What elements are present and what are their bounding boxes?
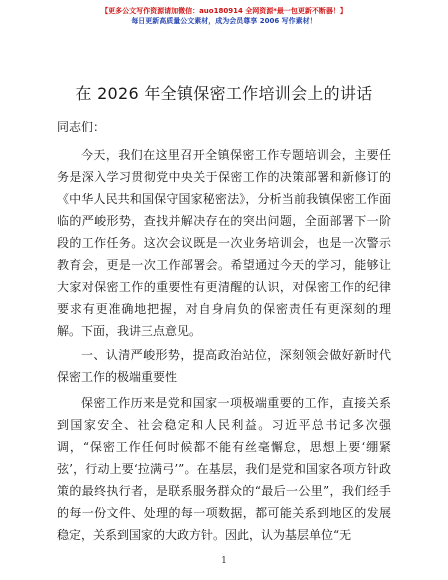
section-heading-1: 一、认清严峻形势，提高政治站位，深刻领会做好新时代保密工作的极端重要性: [57, 348, 391, 384]
greeting: 同志们：: [57, 120, 106, 134]
page-number: 1: [221, 556, 227, 566]
paragraph-section-1: 保密工作历来是党和国家一项极端重要的工作，直接关系到国家安全、社会稳定和人民利益。习近平总书记多次强调，“保密工作任何时候都不能有丝毫懈怠，思想上要‘绷紧弦’，行动上要‘拉满弓’”。在基层，我们是党和国家各项方针政策的最终执行者，是联系服务群众的“最后一公里”，我们经手的每一份文件、处理的每一项数据，都可能关系到地区的发展稳定，关系到国家的大政方针。因此，认为基层单位“无: [57, 396, 391, 542]
document-title: 在 2026 年全镇保密工作培训会上的讲话: [75, 84, 373, 103]
banner-line-1: 【更多公文写作资源请加微信：auo180914 全网资源*最一包更新不断器！】: [101, 7, 347, 15]
banner-line-2: 每日更新高质量公文素材，成为会员尊享 2006 写作素材！: [131, 17, 317, 25]
promo-banner: [0, 6, 448, 26]
document-body: [57, 116, 391, 546]
paragraph-intro: 今天，我们在这里召开全镇保密工作专题培训会，主要任务是深入学习贯彻党中央关于保密工作的决策部署和新修订的《中华人民共和国保守国家秘密法》，分析当前我镇保密工作面临的严峻形势，查找并解决存在的突出问题，全面部署下一阶段的工作任务。这次会议既是一次业务培训会，也是一次警示教育会，更是一次工作部署会。希望通过今天的学习，能够让大家对保密工作的重要性有更清醒的认识，对保密工作的纪律要求有更准确地把握，对自身肩负的保密责任有更深刻的理解。下面，我讲三点意见。: [57, 148, 391, 338]
